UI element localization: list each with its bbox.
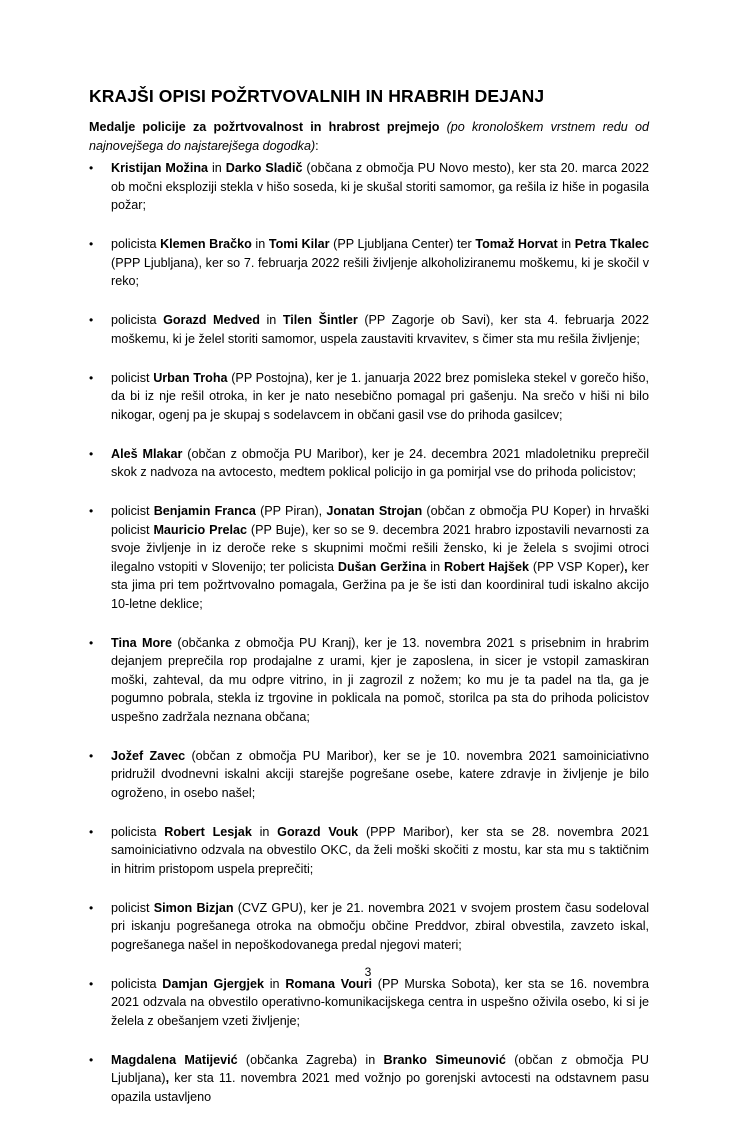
name-text: Gorazd Vouk [277,824,359,839]
description-text: (občan z območja PU Koper) in hrvaški policist [111,504,650,537]
description-text: (PPP Maribor), ker sta se 28. novembra 2021 samoiniciativno odzvala na obvestilo OKC, da želi moški skočiti z mostu, kar sta mu s taktičnim in hitrim pristopom uspela preprečiti; [111,824,649,876]
list-item [89,235,649,291]
description-text: in [259,313,283,327]
description-text: (PP Buje), ker so se 9. decembra 2021 hrabro izpostavili nevarnosti za svoje življenje in iz deroče reke s skupnimi močmi rešili žensko, ki je želela s svojimi otroci ilegalno vstopiti v Slovenijo; ter policista [111,522,649,574]
name-text: Urban Troha [153,370,228,385]
name-text: Tilen Šintler [282,313,358,327]
intro-bold: Medalje policije za požrtvovalnost in hrabrost prejmejo [89,120,440,134]
name-text: Jožef Zavec [111,748,186,763]
description-text: policista [111,976,163,991]
name-text: Tomi Kilar [268,237,330,251]
description-text: (PP Zagorje ob Savi), ker sta 4. februarja 2022 moškemu, ki je želel storiti samomor, uspela zaustaviti krvavitev, s čimer sta mu rešila življenje; [111,313,649,346]
description-text: (občanka z območja PU Kranj), ker je 13. novembra 2021 s prisebnim in hrabrim dejanjem preprečila rop prodajalne z urami, kjer je zaposlena, in sicer je vstopil zamaskiran moški, zahteval, da mu odpre vitrino, in ji zagrozil z nožem; ko mu je ta padel na tla, ga je pogumno pobrala, stekla iz trgovine in poklicala na pomoč, storilca pa sta do prihoda policistov uspešno zadržala neznana občana; [111,635,650,724]
list-item [89,975,649,1031]
description-text: policist [111,370,154,385]
intro-paragraph [89,118,649,155]
page-number: 3 [364,965,372,979]
name-text: Jonatan Strojan [326,504,423,518]
name-text: , [165,1071,170,1085]
description-text: in [251,237,269,251]
description-text: ker sta 11. novembra 2021 med vožnjo po gorenjski avtocesti na odstavnem pasu opazila ustavljeno [111,1071,649,1104]
name-text: , [624,559,628,574]
bullet-icon: • [89,748,94,763]
list-item [89,369,649,425]
bullet-icon: • [89,504,94,518]
bullet-icon: • [89,237,94,251]
name-text: Branko Simeunović [383,1052,506,1067]
description-text: policist [111,900,154,915]
list-item [89,747,649,803]
list-item [89,502,649,613]
list-item [89,159,649,215]
name-text: Aleš Mlakar [111,446,183,461]
description-text: (občan z območja PU Ljubljana) [111,1052,650,1085]
bullet-icon: • [89,370,94,385]
description-text: (PP Murska Sobota), ker sta se 16. novembra 2021 odzvala na obvestilo operativno-komunikacijskega centra in uspešno oživila osebo, ki si je želela z obešanjem vzeti življenje; [111,976,649,1028]
list-item [89,823,649,879]
bullet-icon: • [89,635,94,650]
list-item [89,634,649,727]
name-text: Kristijan Možina [111,161,209,175]
bullet-icon: • [89,313,94,327]
description-text: (PPP Ljubljana), ker so 7. februarja 2022 rešili življenje alkoholiziranemu moškemu, ki je skočil v reko; [111,255,649,288]
list-item [89,899,649,955]
name-text: Dušan Geržina [337,559,427,574]
bullet-icon: • [89,1052,94,1067]
name-text: Benjamin Franca [153,504,256,518]
description-text: (občana z območja PU Novo mesto), ker sta 20. marca 2022 ob močni eksploziji stekla v hišo soseda, ki je skušal storiti samomor, ga rešila iz hiše in pogasila požar; [111,161,649,212]
bullet-icon: • [89,824,94,839]
description-text: (občan z območja PU Maribor), ker je 24. decembra 2021 mladoletniku preprečil skok z nadvoza na avtocesto, medtem poklical policijo in ga pomirjal vse do prihoda policistov; [111,446,649,479]
description-text: in [208,161,226,175]
name-text: Petra Tkalec [574,237,650,251]
description-text: (občan z območja PU Maribor), ker se je 10. novembra 2021 samoiniciativno pridružil dvodnevni iskalni akciji starejše pogrešane osebe, katere zdravje in življenje je bilo ogroženo, in osebo našel; [111,748,649,800]
description-text: (CVZ GPU), ker je 21. novembra 2021 v svojem prostem času sodeloval pri iskanju pogrešanega otroka na območju občine Preddvor, zbiral obvestila, zavzeto iskal, pogrešanega našel in nepoškodovanega predal njegovi materi; [111,900,649,952]
description-text: in [251,824,278,839]
list-item [89,445,649,482]
description-text: (PP Piran), [255,504,327,518]
page-title: KRAJŠI OPISI POŽRTVOVALNIH IN HRABRIH DEJANJ [89,86,545,106]
bullet-icon: • [89,976,94,991]
list-item [89,1051,649,1107]
intro-italic: (po kronološkem vrstnem redu od najnovejšega do najstarejšega dogodka) [89,120,649,153]
description-text: (PP VSP Koper) [529,559,625,574]
name-text: Darko Sladič [225,161,303,175]
description-text: policista [111,824,165,839]
description-text: policista [111,237,161,251]
name-text: Romana Vouri [285,976,373,991]
bullet-icon: • [89,161,94,175]
name-text: Robert Lesjak [164,824,252,839]
name-text: Klemen Bračko [160,237,252,251]
description-text: policista [111,313,164,327]
name-text: Magdalena Matijević [111,1052,238,1067]
name-text: Damjan Gjergjek [162,976,264,991]
description-text: in [263,976,286,991]
intro-end: : [315,138,319,153]
name-text: Simon Bizjan [153,900,234,915]
description-text: in [557,237,575,251]
description-text: in [426,559,444,574]
bullet-icon: • [89,900,94,915]
name-text: Gorazd Medved [163,313,260,327]
bullet-icon: • [89,446,94,461]
description-text: (PP Postojna), ker je 1. januarja 2022 brez pomisleka stekel v gorečo hišo, da bi iz nje rešil otroka, in ker je nato nesebično pomagal pri gašenju. Na srečo v hiši ni bilo nikogar, ogenj pa je skupaj s sodelavcem in občani gasil vse do prihoda gasilcev; [111,370,649,422]
name-text: Mauricio Prelac [153,522,247,537]
name-text: Robert Hajšek [443,559,530,574]
award-list [89,159,649,1127]
description-text: (občanka Zagreba) in [237,1052,384,1067]
description-text: ker sta jima pri tem požrtvovalno pomagala, Geržina pa je še isti dan koordiniral tudi iskalno akcijo 10-letne deklice; [111,559,649,611]
name-text: Tomaž Horvat [475,237,558,251]
name-text: Tina More [111,635,173,650]
description-text: (PP Ljubljana Center) ter [329,237,476,251]
description-text: policist [111,504,154,518]
list-item [89,311,649,348]
